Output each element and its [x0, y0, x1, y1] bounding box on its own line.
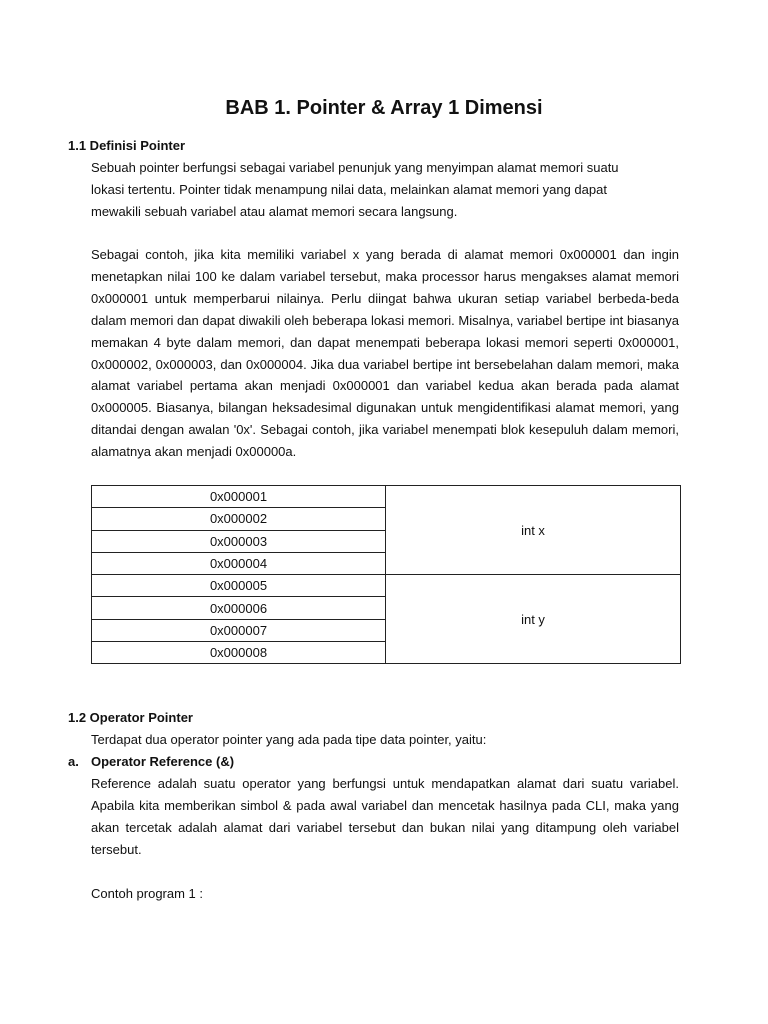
- table-cell-address: 0x000001: [92, 486, 386, 508]
- table-cell-address: 0x000005: [92, 575, 386, 597]
- paragraph-line: Sebuah pointer berfungsi sebagai variabel penunjuk yang menyimpan alamat memori suatu: [91, 160, 619, 175]
- document-title: BAB 1. Pointer & Array 1 Dimensi: [225, 97, 543, 119]
- paragraph-line: mewakili sebuah variabel atau alamat memori secara langsung.: [91, 203, 458, 219]
- table-row: [92, 575, 681, 597]
- table-cell-address: 0x000003: [92, 530, 386, 552]
- memory-address-table: [91, 485, 681, 664]
- paragraph-reference: Reference adalah suatu operator yang berfungsi untuk mendapatkan alamat dari suatu variabel. Apabila kita memberikan simbol & pada awal variabel dan mencetak hasilnya pada CLI, maka yang akan tercetak adalah alamat dari variabel tersebut dan bukan nilai yang ditampung oleh variabel tersebut.: [91, 776, 679, 857]
- list-heading-operator-reference: Operator Reference (&): [91, 754, 235, 769]
- paragraph-contoh-alamat: Sebagai contoh, jika kita memiliki variabel x yang berada di alamat memori 0x000001 dan ingin menetapkan nilai 100 ke dalam variabel tersebut, maka processor harus mengakses alamat memori 0x000001 untuk memperbarui nilainya. Perlu diingat bahwa ukuran setiap variabel berbeda-beda dalam memori dan dapat diwakili oleh beberapa lokasi memori. Misalnya, variabel bertipe int biasanya memakan 4 byte dalam memori, dan dapat menempati beberapa lokasi memori seperti 0x000001, 0x000002, 0x000003, dan 0x000004. Jika dua variabel bertipe int bersebelahan dalam memori, maka alamat variabel pertama akan menjadi 0x000001 dan variabel kedua akan berada pada alamat 0x000005. Biasanya, bilangan heksadesimal digunakan untuk mengidentifikasi alamat memori, yang ditandai dengan awalan '0x'. Sebagai contoh, jika variabel menempati blok kesepuluh dalam memori, alamatnya akan menjadi 0x00000a.: [91, 247, 679, 460]
- section-heading-definisi-pointer: 1.1 Definisi Pointer: [68, 138, 186, 153]
- paragraph-definisi: [91, 157, 679, 223]
- section-heading-operator-pointer: 1.2 Operator Pointer: [68, 710, 193, 725]
- paragraph-line: lokasi tertentu. Pointer tidak menampung nilai data, melainkan alamat memori yang dapat: [91, 181, 607, 197]
- table-cell-address: 0x000004: [92, 552, 386, 574]
- table-cell-variable: int x: [386, 486, 681, 575]
- table-cell-address: 0x000008: [92, 642, 386, 664]
- table-cell-variable: int y: [386, 575, 681, 664]
- table-cell-address: 0x000002: [92, 508, 386, 530]
- table-row: [92, 486, 681, 508]
- example-label: Contoh program 1 :: [91, 886, 204, 901]
- table-cell-address: 0x000006: [92, 597, 386, 619]
- paragraph-operator-intro: Terdapat dua operator pointer yang ada pada tipe data pointer, yaitu:: [91, 732, 487, 747]
- list-marker-a: a.: [68, 754, 79, 769]
- table-cell-address: 0x000007: [92, 619, 386, 641]
